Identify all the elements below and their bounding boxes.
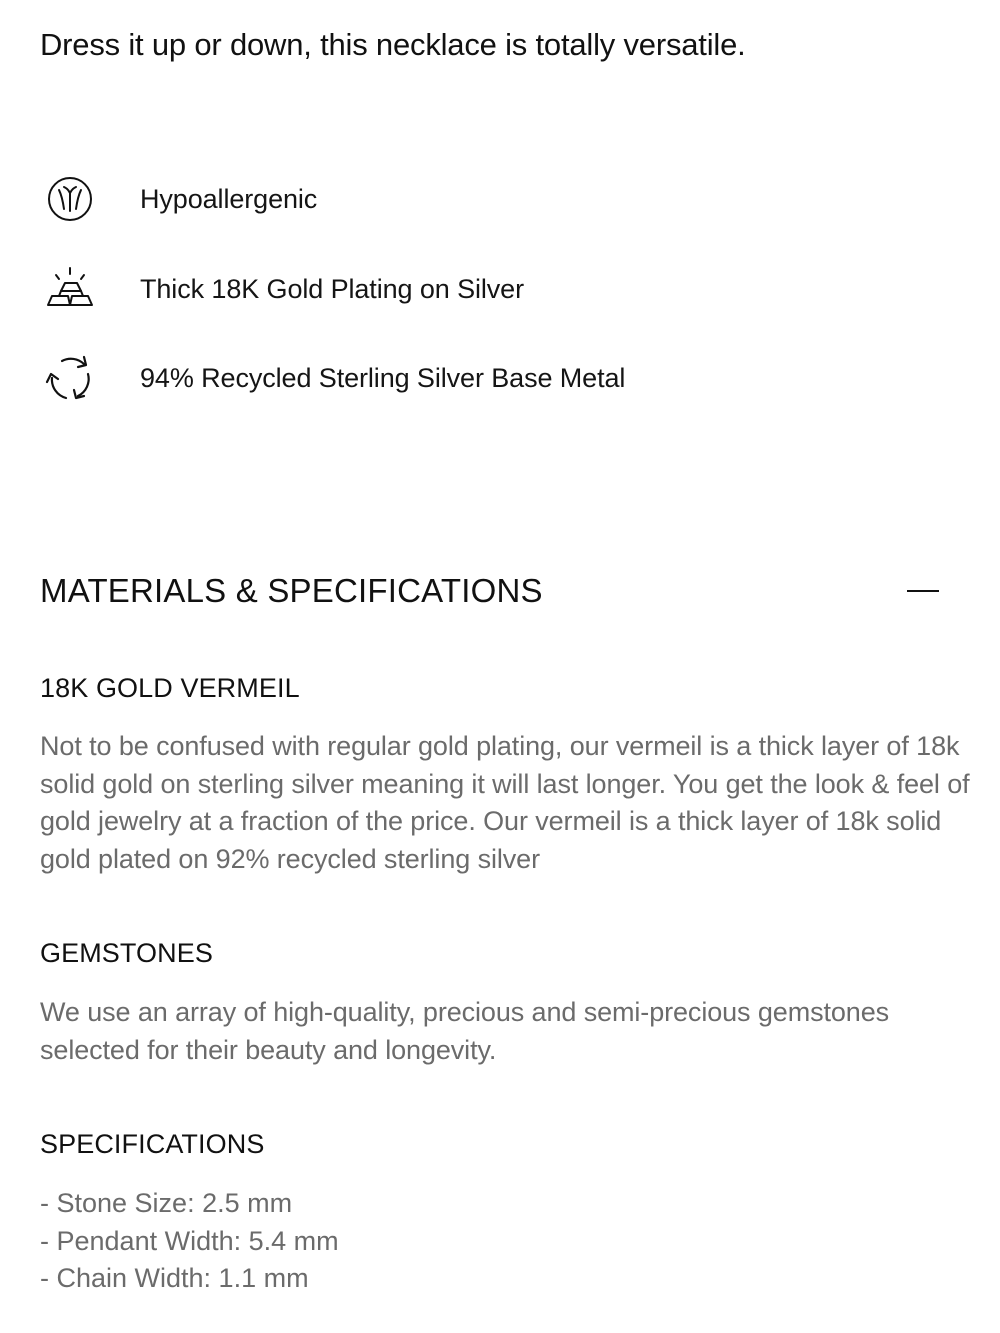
product-description-intro: Dress it up or down, this necklace is totally versatile. [40, 27, 746, 62]
spec-item: - Pendant Width: 5.4 mm [40, 1225, 339, 1256]
feature-hypoallergenic [40, 171, 317, 227]
materials-accordion-header[interactable] [40, 568, 940, 614]
feature-label: 94% Recycled Sterling Silver Base Metal [140, 362, 626, 393]
vermeil-heading: 18K GOLD VERMEIL [40, 673, 300, 703]
gemstones-heading: GEMSTONES [40, 938, 213, 968]
feature-label: Hypoallergenic [140, 183, 318, 214]
recycle-icon [40, 350, 100, 406]
hypoallergenic-icon [40, 171, 100, 227]
spec-item: - Stone Size: 2.5 mm [40, 1188, 293, 1218]
specifications-heading: SPECIFICATIONS [40, 1129, 265, 1159]
collapse-button[interactable] [906, 574, 940, 608]
gemstones-description: We use an array of high-quality, precious and semi-precious gemstones selected for their beauty and longevity. [40, 997, 890, 1065]
gold-bars-icon [40, 261, 100, 317]
feature-recycled-silver [40, 350, 625, 406]
section-title: MATERIALS & SPECIFICATIONS [40, 572, 543, 609]
feature-label: Thick 18K Gold Plating on Silver [140, 273, 524, 304]
feature-gold-plating [40, 261, 524, 317]
spec-item: - Chain Width: 1.1 mm [40, 1263, 309, 1293]
vermeil-description: Not to be confused with regular gold plating, our vermeil is a thick layer of 18k solid gold on sterling silver meaning it will last longer. You get the look & feel of gold jewelry at a fraction of the price. Our vermeil is a thick layer of 18k solid gold plated on 92% recycled sterling silver [40, 731, 970, 874]
specifications-list [40, 1185, 339, 1298]
minus-icon [907, 590, 939, 592]
